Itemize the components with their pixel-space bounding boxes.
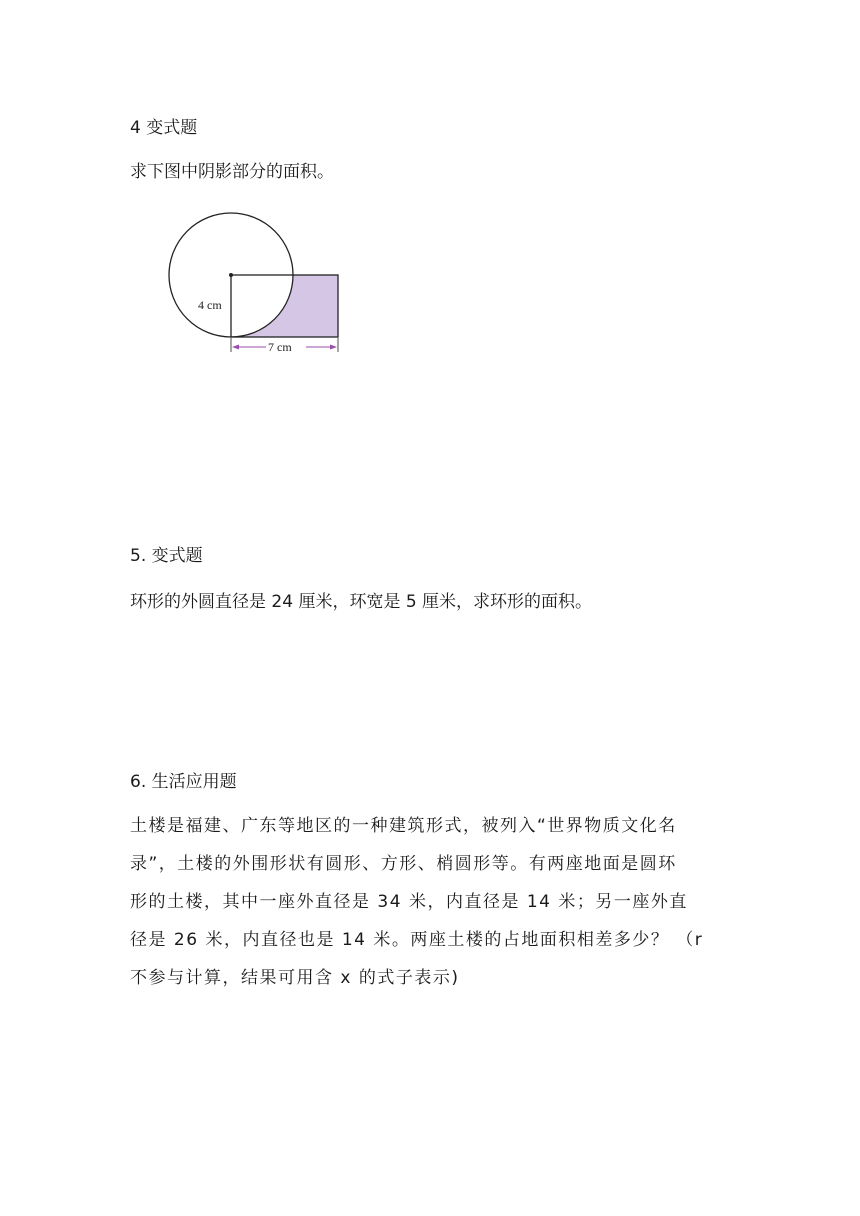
shaded-area-figure	[160, 205, 360, 365]
q6-line: 录”，土楼的外围形状有圆形、方形、梢圆形等。有两座地面是圆环	[130, 854, 677, 874]
q5-heading: 5. 变式题	[130, 546, 203, 566]
q6-paragraph	[130, 807, 730, 997]
q4-heading: 4 变式题	[130, 118, 198, 138]
q6-line: 不参与计算，结果可用含 x 的式子表示)	[130, 968, 460, 988]
width-label: 7 cm	[268, 340, 292, 354]
q5-text: 环形的外圆直径是 24 厘米，环宽是 5 厘米，求环形的面积。	[130, 592, 593, 612]
center-dot	[229, 273, 233, 277]
q6-line: 形的土楼，其中一座外直径是 34 米，内直径是 14 米；另一座外直	[130, 892, 688, 912]
q6-line: 径是 26 米，内直径也是 14 米。两座土楼的占地面积相差多少？ （r	[130, 930, 704, 950]
radius-label: 4 cm	[198, 298, 222, 312]
q4-prompt: 求下图中阴影部分的面积。	[130, 162, 334, 182]
q6-heading: 6. 生活应用题	[130, 772, 237, 792]
q6-line: 土楼是福建、广东等地区的一种建筑形式，被列入“世界物质文化名	[130, 816, 677, 836]
